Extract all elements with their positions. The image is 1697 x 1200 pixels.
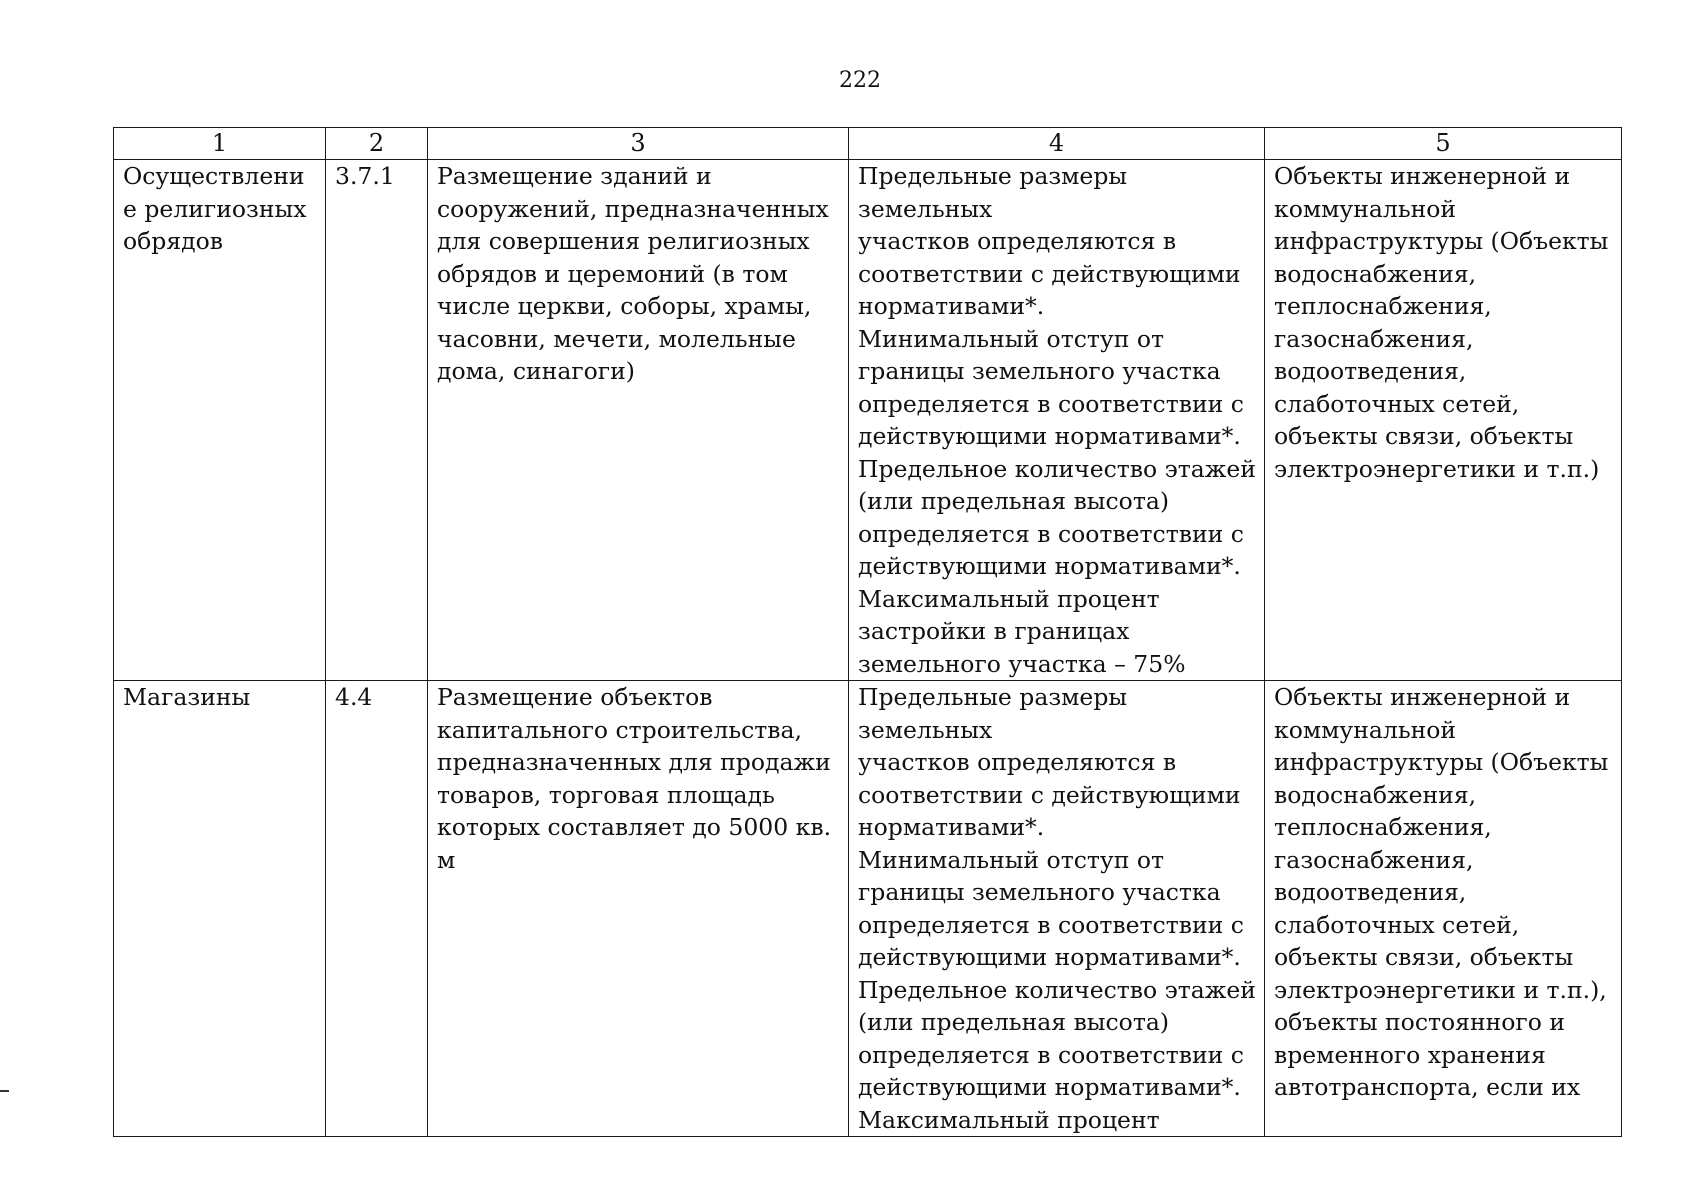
parameters-cell — [849, 681, 1265, 1137]
use-name-cell — [114, 160, 326, 681]
margin-mark — [0, 1090, 9, 1092]
use-description: Размещение зданий и сооружений, предназначенных для совершения религиозных обрядов и церемоний (в том числе церкви, соборы, храмы, часовни, мечети, молельные дома, синагоги) — [437, 162, 829, 385]
table-row — [114, 160, 1622, 681]
use-code: 3.7.1 — [335, 162, 395, 190]
table-header-row — [114, 128, 1622, 160]
column-header: 1 — [114, 128, 326, 160]
use-code-cell — [326, 681, 428, 1137]
page-number: 222 — [839, 68, 881, 93]
use-description-cell — [428, 681, 849, 1137]
use-code: 4.4 — [335, 683, 373, 711]
use-description-cell — [428, 160, 849, 681]
column-header: 5 — [1265, 128, 1622, 160]
auxiliary-use-cell — [1265, 681, 1622, 1137]
parameters: Предельные размеры земельных участков определяются в соответствии с действующими нормативами*. Минимальный отступ от границы земельного участка определяется в соответствии с действующими нормативами*. Предельное количество этажей (или предельная высота) определяется в соответствии с действующими нормативами*. Максимальный процент застройки в границах земельного участка – 75% — [858, 162, 1256, 678]
use-name: Осуществлени е религиозных обрядов — [123, 162, 307, 255]
column-header: 4 — [849, 128, 1265, 160]
column-header: 3 — [428, 128, 849, 160]
land-use-table — [113, 127, 1622, 1137]
use-name-cell — [114, 681, 326, 1137]
use-name: Магазины — [123, 683, 251, 711]
parameters: Предельные размеры земельных участков определяются в соответствии с действующими нормативами*. Минимальный отступ от границы земельного участка определяется в соответствии с действующими нормативами*. Предельное количество этажей (или предельная высота) определяется в соответствии с действующими нормативами*. Максимальный процент — [858, 683, 1256, 1134]
auxiliary-use-cell — [1265, 160, 1622, 681]
table-row — [114, 681, 1622, 1137]
auxiliary-use: Объекты инженерной и коммунальной инфраструктуры (Объекты водоснабжения, теплоснабжения, газоснабжения, водоотведения, слаботочных сетей, объекты связи, объекты электроэнергетики и т.п.) — [1274, 162, 1609, 483]
column-header: 2 — [326, 128, 428, 160]
parameters-cell — [849, 160, 1265, 681]
auxiliary-use: Объекты инженерной и коммунальной инфраструктуры (Объекты водоснабжения, теплоснабжения, газоснабжения, водоотведения, слаботочных сетей, объекты связи, объекты электроэнергетики и т.п.), объекты постоянного и временного хранения автотранспорта, если их — [1274, 683, 1609, 1101]
use-code-cell — [326, 160, 428, 681]
use-description: Размещение объектов капитального строительства, предназначенных для продажи товаров, торговая площадь которых составляет до 5000 кв. м — [437, 683, 832, 874]
